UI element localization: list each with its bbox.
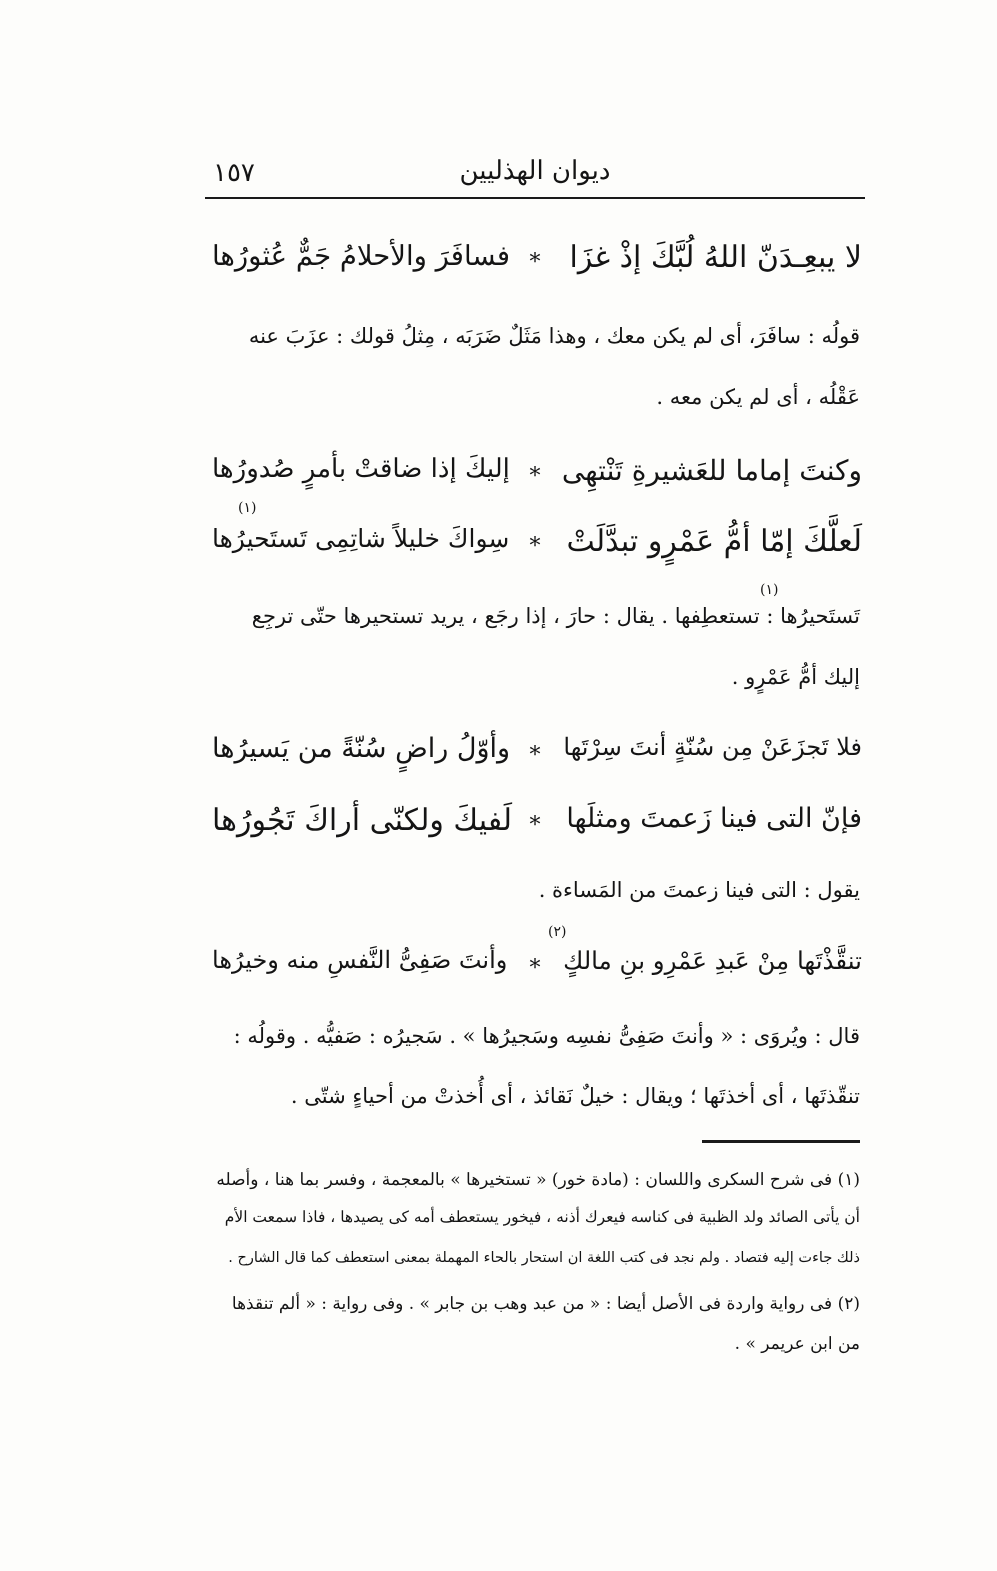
verse-2-first-hemistich: وكنتَ إماما للعَشيرةِ تَنْتهِى bbox=[561, 454, 862, 487]
verse-4-second-hemistich: وأوّلُ راضٍ سُنّةً من يَسيرُها bbox=[212, 733, 511, 764]
page-header bbox=[205, 150, 865, 194]
header-rule bbox=[205, 197, 865, 199]
verse-1-first-hemistich: لا يبعِـدَنّ اللهُ لُبَّكَ إذْ غزَا bbox=[569, 240, 862, 275]
verse-1 bbox=[212, 232, 862, 294]
footnote-marker-2: (٢) bbox=[548, 924, 567, 940]
verse-5 bbox=[212, 795, 862, 857]
footnote-marker-1-commentary: (١) bbox=[760, 582, 779, 598]
verse-separator: * bbox=[529, 250, 541, 275]
commentary-line-5: يقول : التى فينا زعمتَ من المَساءة . bbox=[538, 878, 860, 902]
page-number: ١٥٧ bbox=[213, 158, 255, 188]
commentary-line-1: قولُه : سافَرَ، أى لم يكن معك ، وهذا مَثَلٌ ضَرَبَه ، مِثلُ قولك : عزَبَ عنه bbox=[248, 324, 860, 348]
verse-6-first-hemistich: تنقَّذْتَها مِنْ عَبدِ عَمْرِو بنِ مالكٍ bbox=[563, 946, 862, 975]
footnote-2-line-1: (٢) فى رواية واردة فى الأصل أيضا : « من عبد وهب بن جابر » . وفى رواية : « ألم تنقذها bbox=[231, 1294, 860, 1314]
commentary-line-4: إليك أمُّ عَمْرٍو . bbox=[731, 665, 860, 689]
footnote-1-line-3: ذلك جاءت إليه فتصاد . ولم نجد فى كتب اللغة ان استحار بالحاء المهملة بمعنى استعطف كما قال الشارح . bbox=[228, 1250, 860, 1266]
verse-3-second-hemistich: سِواكَ خليلاً شاتِمِى تَستَحيرُها bbox=[212, 524, 510, 553]
verse-separator: * bbox=[529, 464, 541, 489]
running-title: ديوان الهذليين bbox=[459, 156, 611, 186]
footnote-1-line-1: (١) فى شرح السكرى واللسان : (مادة خور) « تستخيرها » بالمعجمة ، وفسر بما هنا ، وأصله bbox=[216, 1170, 860, 1190]
footnote-2-line-2: من ابن عريمر » . bbox=[734, 1334, 860, 1354]
verse-1-second-hemistich: فسافَرَ والأحلامُ جَمٌّ عُثورُها bbox=[212, 240, 511, 272]
verse-separator: * bbox=[529, 534, 541, 559]
verse-2 bbox=[212, 446, 862, 508]
footnote-marker-1: (١) bbox=[238, 500, 257, 516]
verse-6-second-hemistich: وأنتَ صَفِىُّ النَّفسِ منه وخيرُها bbox=[212, 946, 508, 974]
commentary-line-3: تَستَحيرُها : تستعطِفها . يقال : حارَ ، إذا رجَع ، يريد تستحيرها حتّى ترجِع bbox=[251, 604, 860, 628]
verse-5-second-hemistich: لَفيكَ ولكنّى أراكَ تَجُورُها bbox=[212, 803, 513, 838]
verse-5-first-hemistich: فإنّ التى فينا زَعمتَ ومثلَها bbox=[566, 803, 862, 834]
verse-6 bbox=[212, 938, 862, 1000]
verse-separator: * bbox=[529, 813, 541, 838]
verse-3-first-hemistich: لَعلَّكَ إمّا أمُّ عَمْرٍو تبدَّلَتْ bbox=[566, 524, 862, 559]
commentary-line-2: عَقْلُه ، أى لم يكن معه . bbox=[656, 385, 860, 409]
footnote-1-line-2: أن يأتى الصائد ولد الظبية فى كناسه فيعرك أذنه ، فيخور يستعطف أمه كى يصيدها ، فاذا سمعت الأم bbox=[224, 1208, 860, 1226]
verse-4-first-hemistich: فلا تَجزَعَنْ مِن سُنّةٍ أنتَ سِرْتَها bbox=[563, 733, 862, 761]
commentary-line-6: قال : ويُروَى : « وأنتَ صَفِىُّ نفسِه وسَجيرُها » . سَجيرُه : صَفيُّه . وقولُه : bbox=[233, 1024, 860, 1048]
verse-3 bbox=[212, 516, 862, 578]
footnote-separator bbox=[702, 1140, 860, 1143]
verse-2-second-hemistich: إليكَ إذا ضاقتْ بأمرٍ صُدورُها bbox=[212, 454, 510, 484]
verse-4 bbox=[212, 725, 862, 787]
commentary-line-7: تنقّذتَها ، أى أخذتَها ؛ ويقال : خيلٌ نَقائذ ، أى أُخذتْ من أحياءٍ شتّى . bbox=[290, 1084, 860, 1108]
verse-separator: * bbox=[529, 743, 541, 768]
verse-separator: * bbox=[529, 956, 541, 981]
